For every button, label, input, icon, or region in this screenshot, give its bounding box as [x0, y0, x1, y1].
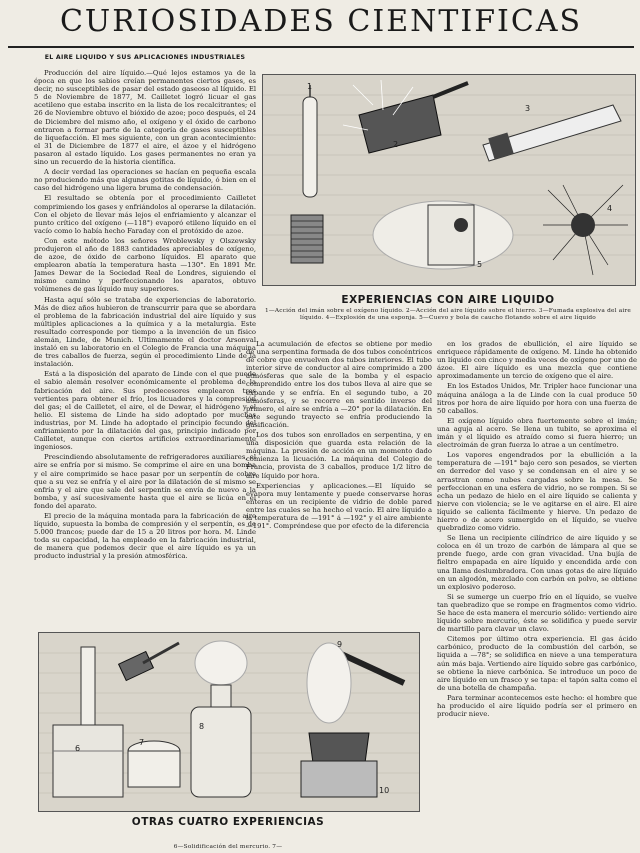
figure-number: 9 [337, 640, 343, 649]
right-column [437, 340, 637, 850]
figure-number: 4 [607, 204, 613, 213]
figure-other-four-experiments [38, 632, 420, 812]
paragraph: Está a la disposición del aparato de Linde con el que puede el sabio alemán resolver económicamente el problema de la fabricación del aire. Sus predecesores emplearon tres vertientes para obtener el frío, los licuadores y la compresión del gas; el de Cailletet, el aire, el de Dewar, el hidrógeno y el helio. El sistema de Linde ha sido adoptado por muchas industrias, por M. Linde ha adoptado el principio fecundo del enfriamiento por la dilatación del gas, principio indicado por Cailletet, aunque con ciertos artificios extraordinariamente ingeniosos. [34, 370, 256, 452]
figure-number: 3 [525, 104, 531, 113]
paragraph: Se llena un recipiente cilíndrico de aire líquido y se coloca en él un trozo de carbón de lámpara al que se prende fuego, arde con gran vivacidad. Una bujía de fieltro empapada en aire líquido y encendida arde con una llama deslumbradora. Con unas gotas de aire líquido en un algodón, mezclado con carbón en polvo, se obtiene un explosivo poderoso. [437, 534, 637, 591]
paragraph: El oxígeno líquido obra fuertemente sobre el imán; una aguja al acero. Se llena un tubito, se aproxima el imán y el líquido es atraído como si fuera hierro; un electroimán de gran fuerza lo atrae a un centímetro. [437, 416, 637, 450]
left-column [34, 52, 256, 628]
figure-number: 2 [393, 140, 399, 149]
engraving-illustration [263, 75, 635, 285]
figure-number: 8 [199, 722, 205, 731]
middle-column [246, 340, 432, 630]
section-subhead: EL AIRE LIQUIDO Y SUS APLICACIONES INDUSTRIALES [44, 54, 246, 61]
paragraph: Citemos por último otra experiencia. El gas ácido carbónico, producto de la combustión del carbón, se liquida a —78°; se solidifica en nieve a una temperatura aún más baja. Vertiendo aire líquido sobre gas carbónico, se obtiene la nieve carbónica. Se introduce un poco de aire líquido en un frasco y se tapa: el tapón salta como el de una botella de champaña. [437, 635, 637, 692]
figure-number: 1 [307, 82, 313, 91]
figure-caption-title: OTRAS CUATRO EXPERIENCIAS [131, 816, 325, 828]
engraving-illustration [39, 633, 419, 811]
paragraph: Experiencias y aplicaciones.—El líquido se evapora muy lentamente y puede conservarse horas enteras en un recipiente de vidrio de doble pared entre las cuales se ha hecho el vacío. El aire líquido a la temperatura de —191° á —192° y el aire ambiente —191°. Compréndese que por efecto de la diferencia [246, 481, 432, 531]
paragraph: El resultado se obtenía por el procedimiento Cailletet comprimiendo los gases y enfriándolos al operarse la dilatación. Con el objeto de llevar más lejos el enfriamiento y alcanzar el punto crítico del oxígeno (—118°) evaporó etileno líquido en el vacío como lo había hecho Faraday con el protóxido de azoe. [34, 194, 256, 235]
paragraph: El precio de la máquina montada para la fabricación de aire líquido, supuesta la bomba de compresión y el serpentín, es de 5.000 francos; puede dar de 15 a 20 litros por hora. M. Linde toda su capacidad, la ha empleado en la fabricación industrial, de manera que podemos decir que el aire líquido es ya un producto industrial y la presión atmosférica. [34, 511, 256, 561]
paragraph: Si se sumerge un cuerpo frío en el líquido, se vuelve tan quebradizo que se rompe en fragmentos como vidrio. Se hace de esta manera el mercurio sólido: vertiendo aire líquido sobre mercurio, éste se solidifica y puede servir de martillo para clavar un clavo. [437, 592, 637, 634]
paragraph: Con este método los señores Wroblewsky y Olszewsky produjeron el año de 1883 cantidades apreciables de oxígeno, de azoe, de óxido de carbono líquidos. El aparato que emplearon abatía la temperatura hasta —130°. En 1891 Mr. James Dewar de la Sociedad Real de Londres, siguiendo el mismo camino y perfeccionando los aparatos, obtuvo volúmenes de gas líquido muy superiores. [34, 236, 256, 294]
paragraph: en los grados de ebullición, el aire líquido se enriquece rápidamente de oxígeno. M. Linde ha obtenido un líquido con cinco y media veces de oxígeno por uno de ázoe. El aire líquido es una mezcla que contiene aproximadamente un tercio de oxígeno que el aire. [437, 340, 637, 381]
paragraph: En los Estados Unidos, Mr. Tripler hace funcionar una máquina análoga a la de Linde con la cual produce 50 litros por hora de aire líquido por hora con una fuerza de 50 caballos. [437, 382, 637, 415]
paragraph: Producción del aire líquido.—Qué lejos estamos ya de la época en que los sabios creían permanentes ciertos gases, es decir, no susceptibles de pasar del estado gaseoso al líquido. El 5 de Noviembre de 1877, M. Cailletet logró licuar el gas acetileno que estaba inscrito en la lista de los recalcitrantes; el 26 de Noviembre obtuvo el bióxido de azoe; poco después, el 24 de Diciembre del mismo año, el oxígeno y el óxido de carbono entraron a formar parte de la categoría de gases susceptibles de liquefacción. El mes siguiente, con un gran acontecimiento: el 31 de Diciembre de 1877 el aire, el ázoe y el hidrógeno pasaron al estado líquido. Los gases permanentes no eran ya sino un recuerdo de la historia científica. [34, 69, 256, 167]
page-title: CURIOSIDADES CIENTIFICAS [59, 4, 583, 39]
paragraph: A decir verdad las operaciones se hacían en pequeña escala no produciendo más que algunas gotitas de líquido, ó bien en el caso del hidrógeno una ligera bruma de condensación. [34, 168, 256, 193]
paragraph: Los vapores engendrados por la ebullición a la temperatura de —191° bajo cero son pesados, se vierten en derredor del vaso y se condensan en el aire y se arrastran como nubes cargadas sobre la mesa. Se perfeccionan en una esfera de vidrio, no se rompen. Si se echa un pedazo de hielo en el aire líquido se calienta y hierve con violencia; se le ve agitarse en el aire. El aire líquido se calienta fácilmente y hierve. Un pedazo de hierro o de acero sumergido en el líquido, se vuelve quebradizo como vidrio. [437, 451, 637, 533]
paragraph: Para terminar acontecemos este hecho: el hombre que ha producido el aire líquido podría ser el primero en producir nieve. [437, 693, 637, 719]
figure-caption-legend: 6—Solidificación del mercurio. 7— [173, 844, 283, 850]
figure-caption-legend: 1—Acción del imán sobre el oxígeno líquido. 2—Acción del aire líquido sobre el hierro. 3—Fumada explosiva del aire líquido. 4—Explosión de una esponja. 5—Cuevo y bola de caucho flotando sobre el aire líquido [264, 308, 632, 322]
paragraph: Hasta aquí sólo se trataba de experiencias de laboratorio. Más de diez años hubieron de transcurrir para que se abordara el problema de la fabricación industrial del aire líquido y sus múltiples aplicaciones a la química y a la metalurgia. Este resultado corresponde por tiempo a la invención de un físico alemán, Linde, de Munich. Ultimamente el doctor Arsonval instaló en su laboratorio en el Colegio de Francia una máquina de tres caballos de fuerza, según el procedimiento Linde de la instalación. [34, 295, 256, 369]
paragraph: Los dos tubos son enrollados en serpentina, y en una disposición que guarda esta relación de la máquina. La presión de acción en un momento dado comienza la licuación. La máquina del Colegio de Francia, provista de 3 caballos, produce 1/2 litro de aire líquido por hora. [246, 431, 432, 480]
figure-caption-title: EXPERIENCIAS CON AIRE LIQUIDO [341, 294, 555, 306]
figure-number: 10 [379, 786, 390, 795]
figure-number: 6 [75, 744, 81, 753]
figure-number: 5 [477, 260, 483, 269]
paragraph: Prescindiendo absolutamente de refrigeradores auxiliares, el aire se enfría por si mismo. Se comprime el aire en una bomba y el aire comprimido se hace pasar por un serpentín de cobre que a su vez se enfría y el aire por la dilatación de sí mismo se enfría y el aire que sale del serpentín se envía de nuevo a la bomba, y así sucesivamente hasta que el aire se licúa en el fondo del aparato. [34, 453, 256, 510]
paragraph: La acumulación de efectos se obtiene por medio de una serpentina formada de dos tubos concéntricos de cobre que envuelven dos tubos interiores. El tubo interior sirve de conductor al aire comprimido a 200 atmósferas que sale de la bomba y el espacio comprendido entre los dos tubos lleva al aire que se expande y se enfría. En el segundo tubo, a 20 atmósferas, y se recorre en sentido inverso del primero, el aire se enfría a —20° por la dilatación. En este segundo trayecto se enfría produciendo la gasificación. [246, 340, 432, 429]
figure-experiments-liquid-air [262, 74, 636, 286]
masthead [8, 0, 634, 48]
figure-number: 7 [139, 738, 145, 747]
